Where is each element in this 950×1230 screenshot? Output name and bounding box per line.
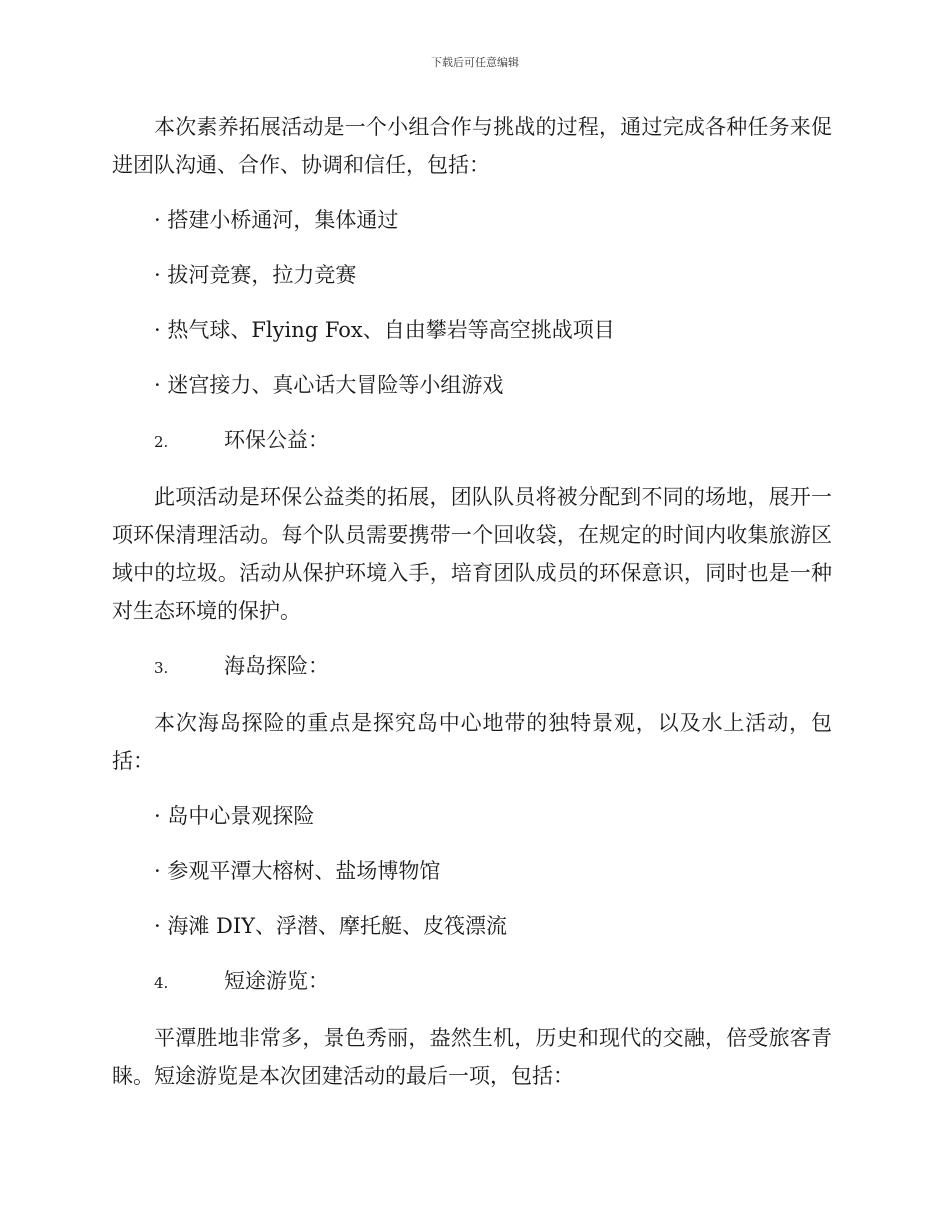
list-item: · 搭建小桥通河，集体通过 — [154, 208, 399, 232]
list-item: · 拔河竞赛，拉力竞赛 — [154, 263, 357, 287]
section-number: 3. — [154, 659, 169, 677]
section-title: 环保公益： — [224, 428, 329, 452]
list-item: · 岛中心景观探险 — [154, 804, 315, 828]
section-title: 短途游览： — [224, 969, 329, 993]
section-heading — [112, 421, 832, 461]
page-header: 下载后可任意编辑 — [431, 56, 519, 69]
section-paragraph: 此项活动是环保公益类的拓展，团队队员将被分配到不同的场地，展开一项环保清理活动。每个队员需要携带一个回收袋，在规定的时间内收集旅游区域中的垃圾。活动从保护环境入手，培育团队成员的环保意识，同时也是一种对生态环境的保护。 — [112, 485, 832, 623]
section-number: 4. — [154, 974, 169, 992]
section-heading — [112, 647, 832, 687]
section-paragraph: 本次海岛探险的重点是探究岛中心地带的独特景观，以及水上活动，包括： — [112, 711, 832, 773]
section-title: 海岛探险： — [224, 654, 329, 678]
list-item: · 迷宫接力、真心话大冒险等小组游戏 — [154, 373, 504, 397]
list-item: · 参观平潭大榕树、盐场博物馆 — [154, 859, 441, 883]
intro-paragraph: 本次素养拓展活动是一个小组合作与挑战的过程，通过完成各种任务来促进团队沟通、合作、协调和信任，包括： — [112, 115, 832, 177]
list-item: · 热气球、Flying Fox、自由攀岩等高空挑战项目 — [154, 318, 615, 342]
document-body — [112, 108, 832, 1112]
section-heading — [112, 962, 832, 1002]
list-item: · 海滩 DIY、浮潜、摩托艇、皮筏漂流 — [154, 914, 508, 938]
section-paragraph: 平潭胜地非常多，景色秀丽，盎然生机，历史和现代的交融，倍受旅客青睐。短途游览是本次团建活动的最后一项，包括： — [112, 1026, 832, 1088]
section-number: 2. — [154, 433, 169, 451]
